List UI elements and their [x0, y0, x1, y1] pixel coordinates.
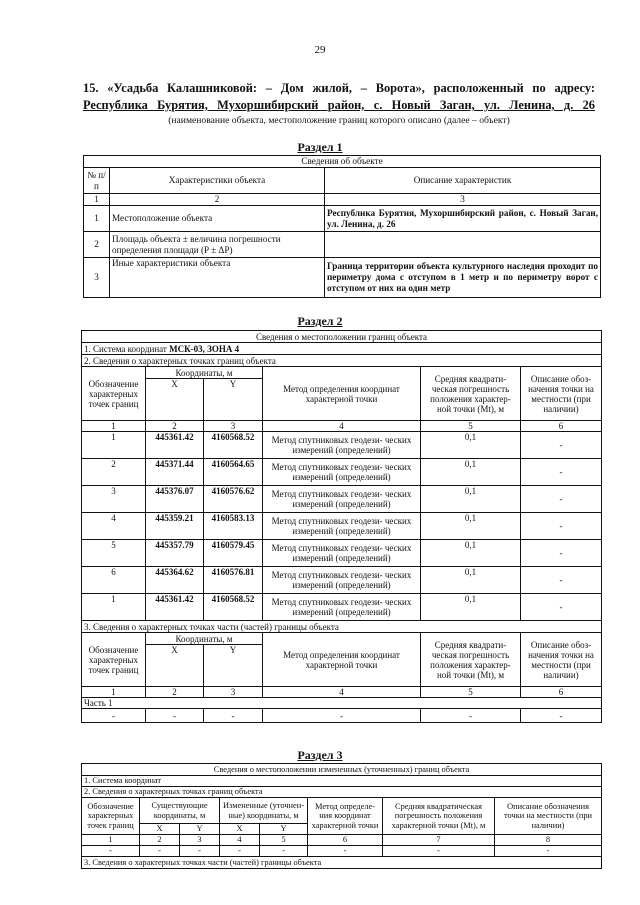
row-cell: -: [220, 846, 260, 857]
row-description: Республика Бурятия, Мухоршибирский район, с. Новый Заган, ул. Ленина, д. 26: [325, 206, 601, 232]
point-x: 445359.21: [146, 513, 204, 540]
table-row: [82, 432, 602, 459]
part-cell: -: [263, 709, 421, 723]
point-id: 6: [82, 567, 146, 594]
col-number: 5: [421, 421, 521, 432]
header-description: Описание обоз- начения точки на местности (при наличии): [521, 367, 602, 421]
row-description: [325, 232, 601, 258]
coord-system-row: [82, 343, 602, 355]
part-cell: -: [204, 709, 263, 723]
row-cell: -: [495, 846, 602, 857]
col-number: 3: [180, 835, 220, 846]
col-number: 1: [82, 421, 146, 432]
col-number: 6: [308, 835, 383, 846]
section1-title: Раздел 1: [297, 140, 343, 154]
header-x: X: [220, 824, 260, 835]
object-heading-line-1: 15. «Усадьба Калашниковой: – Дом жилой, – Ворота», расположенный по адресу:: [83, 81, 595, 95]
point-mt: 0,1: [421, 567, 521, 594]
col-number: 3: [204, 421, 263, 432]
col-number: 2: [146, 421, 204, 432]
part-header-x: X: [146, 645, 204, 687]
point-y: 4160568.52: [204, 432, 263, 459]
section1-table: [83, 155, 601, 298]
col-number: 1: [82, 835, 140, 846]
row-num: 3: [84, 258, 110, 298]
subsection-3-label: 3. Сведения о характерных точках части (частей) границы объекта: [82, 857, 602, 869]
row-cell: -: [383, 846, 495, 857]
point-id: 2: [82, 459, 146, 486]
point-x: 445364.62: [146, 567, 204, 594]
part-cell: -: [82, 709, 146, 723]
point-method: Метод спутниковых геодези- ческих измерений (определений): [263, 486, 421, 513]
col-number: 5: [260, 835, 308, 846]
col-number: 4: [263, 421, 421, 432]
table-row: [82, 594, 602, 621]
point-id: 1: [82, 594, 146, 621]
point-x: 445376.07: [146, 486, 204, 513]
header-error: Средняя квадрати- ческая погрешность положения характер- ной точки (Mt), м: [421, 367, 521, 421]
table-row: [84, 258, 601, 298]
header-description: Описание характеристик: [325, 168, 601, 194]
table-row: [82, 459, 602, 486]
row-cell: -: [260, 846, 308, 857]
header-x: X: [146, 379, 204, 421]
point-method: Метод спутниковых геодези- ческих измерений (определений): [263, 513, 421, 540]
row-description: Граница территории объекта культурного наследия проходит по периметру дома с отступом в 1 метр и по периметру ворот с отступом от них на один метр: [325, 258, 601, 298]
point-y: 4160564.65: [204, 459, 263, 486]
row-characteristic: Площадь объекта ± величина погрешности определения площади (P ± ΔP): [110, 232, 325, 258]
coord-system-label: 1. Система координат: [84, 343, 170, 354]
col-number: 8: [495, 835, 602, 846]
table-row: [84, 206, 601, 232]
point-id: 1: [82, 432, 146, 459]
point-mt: 0,1: [421, 459, 521, 486]
header-point: Обозначение характерных точек границ: [82, 367, 146, 421]
col-number: 1: [84, 194, 110, 206]
section3-table: [81, 763, 602, 869]
col-number: 4: [220, 835, 260, 846]
subsection-3-label: 3. Сведения о характерных точках части (частей) границы объекта: [82, 621, 602, 633]
point-mt: 0,1: [421, 594, 521, 621]
col-number: 6: [521, 687, 602, 698]
point-mt: 0,1: [421, 432, 521, 459]
part-header-method: Метод определения координат характерной точки: [263, 633, 421, 687]
table-row: [82, 540, 602, 567]
subsection-2-label: 2. Сведения о характерных точках границ объекта: [82, 787, 602, 798]
section2-title: Раздел 2: [297, 314, 343, 328]
row-cell: -: [140, 846, 180, 857]
part-header-coords: Координаты, м: [146, 633, 263, 645]
point-x: 445357.79: [146, 540, 204, 567]
point-desc: -: [521, 540, 602, 567]
part-cell: -: [521, 709, 602, 723]
row-num: 1: [84, 206, 110, 232]
part-header-description: Описание обоз- начения точки на местности (при наличии): [521, 633, 602, 687]
header-changed-coords: Измененные (уточнен- ные) координаты, м: [220, 798, 308, 824]
point-y: 4160568.52: [204, 594, 263, 621]
point-mt: 0,1: [421, 486, 521, 513]
row-cell: -: [180, 846, 220, 857]
point-y: 4160579.45: [204, 540, 263, 567]
table-row: [82, 846, 602, 857]
row-characteristic: Местоположение объекта: [110, 206, 325, 232]
header-num: № п/п: [84, 168, 110, 194]
object-heading: [83, 80, 595, 114]
point-method: Метод спутниковых геодези- ческих измерений (определений): [263, 459, 421, 486]
table-row: [82, 513, 602, 540]
point-y: 4160576.62: [204, 486, 263, 513]
header-description: Описание обозначения точки на местности (при наличии): [495, 798, 602, 835]
header-error: Средняя квадратическая погрешность положения характерной точки (Mt), м: [383, 798, 495, 835]
point-method: Метод спутниковых геодези- ческих измерений (определений): [263, 432, 421, 459]
point-desc: -: [521, 432, 602, 459]
col-number: 2: [140, 835, 180, 846]
point-desc: -: [521, 513, 602, 540]
object-heading-line-2: Республика Бурятия, Мухоршибирский район, с. Новый Заган, ул. Ленина, д. 26: [83, 98, 595, 112]
subsection-2-label: 2. Сведения о характерных точках границ объекта: [82, 355, 602, 367]
table-row: [84, 232, 601, 258]
header-existing-coords: Существующие координаты, м: [140, 798, 220, 824]
section2-table: [81, 330, 602, 723]
header-y: Y: [204, 379, 263, 421]
section1-table-title: Сведения об объекте: [84, 156, 601, 168]
header-x: X: [140, 824, 180, 835]
part-cell: -: [421, 709, 521, 723]
section2-table-title: Сведения о местоположении границ объекта: [82, 331, 602, 343]
point-x: 445361.42: [146, 432, 204, 459]
point-id: 4: [82, 513, 146, 540]
col-number: 2: [146, 687, 204, 698]
row-cell: -: [82, 846, 140, 857]
point-x: 445371.44: [146, 459, 204, 486]
part-label: Часть 1: [82, 698, 602, 709]
point-method: Метод спутниковых геодези- ческих измерений (определений): [263, 540, 421, 567]
point-desc: -: [521, 567, 602, 594]
col-number: 1: [82, 687, 146, 698]
point-id: 5: [82, 540, 146, 567]
table-row: [82, 486, 602, 513]
heading-caption: (наименование объекта, местоположение границ которого описано (далее – объект): [168, 115, 510, 126]
header-y: Y: [260, 824, 308, 835]
header-method: Метод определе- ния координат характерной точки: [308, 798, 383, 835]
point-method: Метод спутниковых геодези- ческих измерений (определений): [263, 594, 421, 621]
col-number: 3: [204, 687, 263, 698]
row-num: 2: [84, 232, 110, 258]
point-y: 4160583.13: [204, 513, 263, 540]
point-mt: 0,1: [421, 513, 521, 540]
col-number: 5: [421, 687, 521, 698]
part-cell: -: [146, 709, 204, 723]
header-method: Метод определения координат характерной точки: [263, 367, 421, 421]
col-number: 6: [521, 421, 602, 432]
point-mt: 0,1: [421, 540, 521, 567]
table-row: [82, 709, 602, 723]
point-method: Метод спутниковых геодези- ческих измерений (определений): [263, 567, 421, 594]
section3-title: Раздел 3: [297, 748, 343, 762]
point-x: 445361.42: [146, 594, 204, 621]
point-id: 3: [82, 486, 146, 513]
col-number: 2: [110, 194, 325, 206]
point-desc: -: [521, 594, 602, 621]
header-coords: Координаты, м: [146, 367, 263, 379]
col-number: 7: [383, 835, 495, 846]
coord-system-value: МСК-03, ЗОНА 4: [169, 343, 240, 354]
part-header-error: Средняя квадрати- ческая погрешность положения характер- ной точки (Mt), м: [421, 633, 521, 687]
row-characteristic: Иные характеристики объекта: [110, 258, 325, 298]
section3-table-title: Сведения о местоположении измененных (уточненных) границ объекта: [82, 764, 602, 776]
header-characteristics: Характеристики объекта: [110, 168, 325, 194]
point-y: 4160576.81: [204, 567, 263, 594]
col-number: 3: [325, 194, 601, 206]
col-number: 4: [263, 687, 421, 698]
point-desc: -: [521, 459, 602, 486]
part-header-y: Y: [204, 645, 263, 687]
coord-system-label: 1. Система координат: [82, 776, 602, 787]
row-cell: -: [308, 846, 383, 857]
page-number: 29: [314, 44, 326, 56]
table-row: [82, 567, 602, 594]
point-desc: -: [521, 486, 602, 513]
header-y: Y: [180, 824, 220, 835]
part-header-point: Обозначение характерных точек границ: [82, 633, 146, 687]
header-point: Обозначение характерных точек границ: [82, 798, 140, 835]
